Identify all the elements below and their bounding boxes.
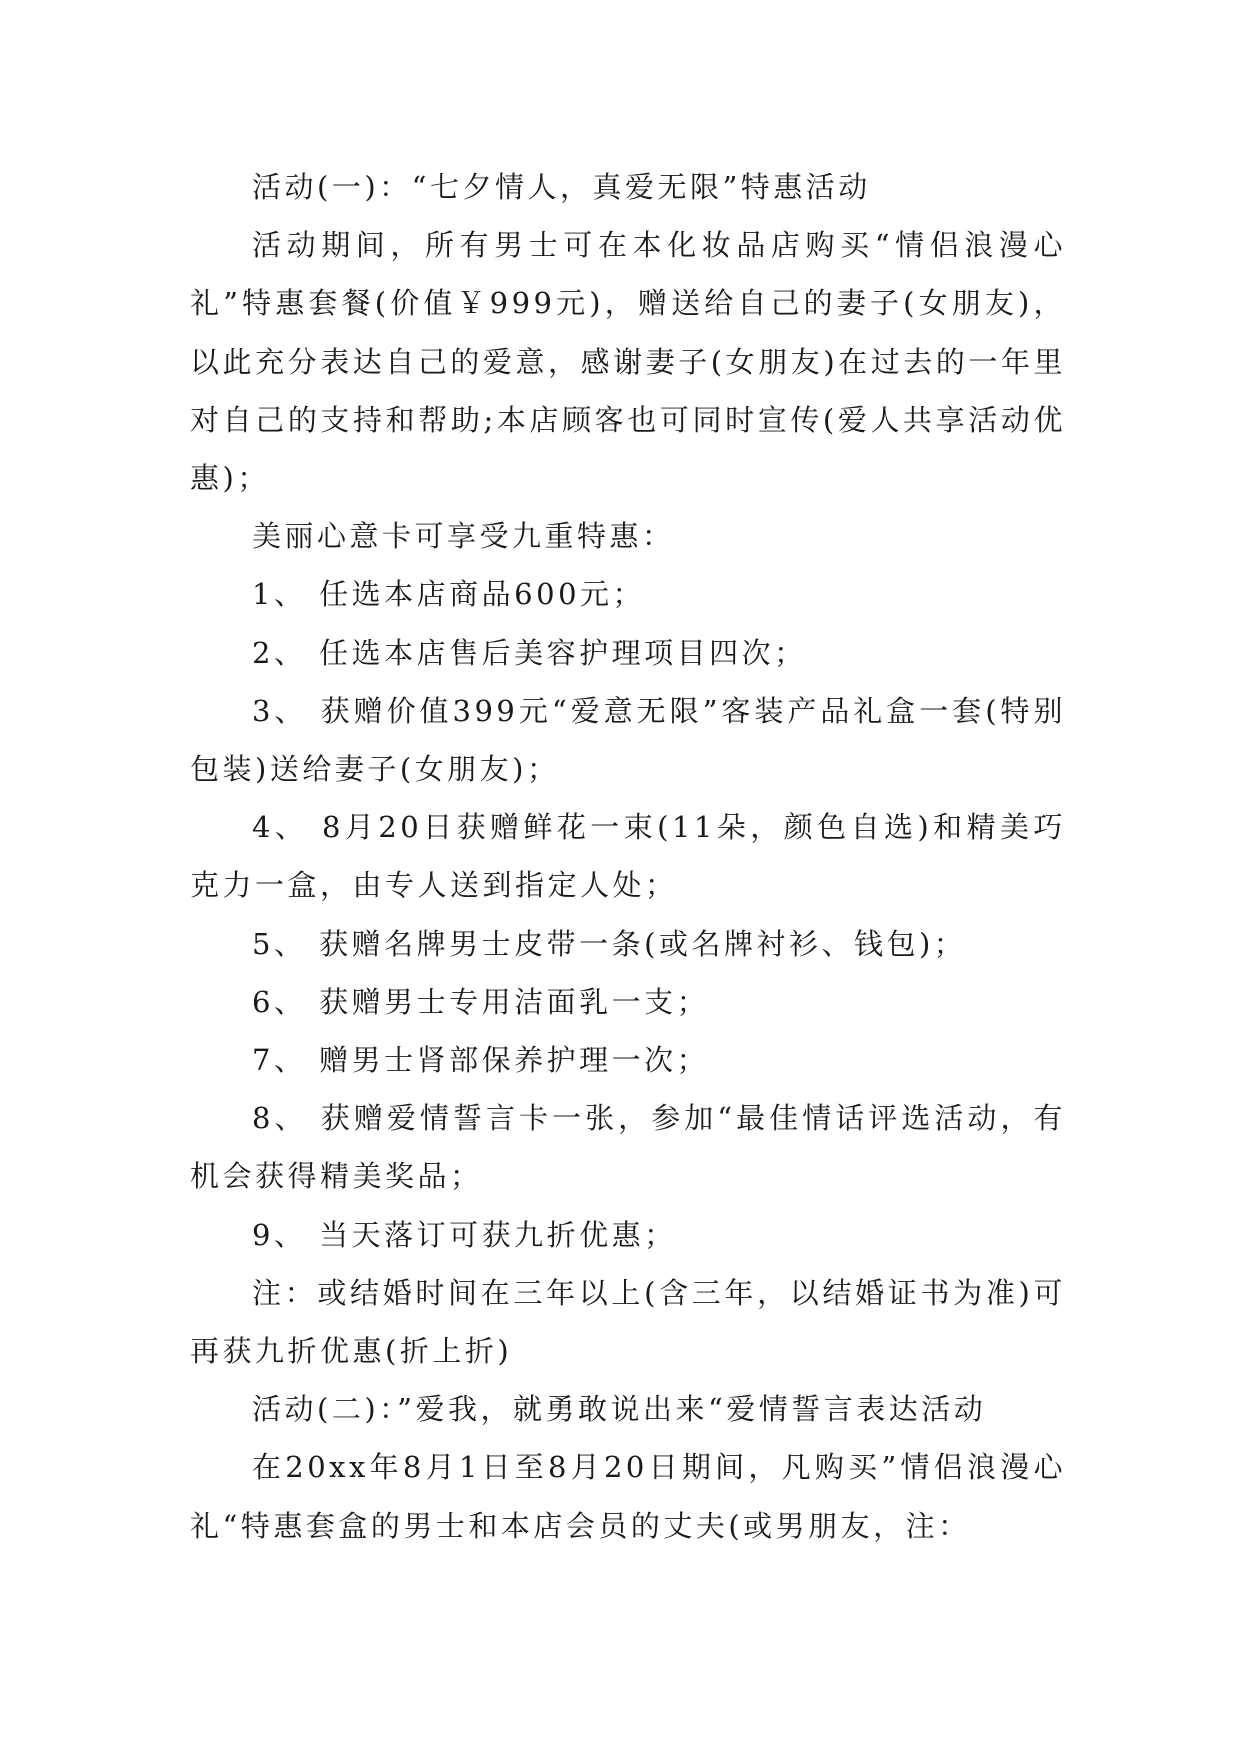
note-paragraph: 注：或结婚时间在三年以上(含三年，以结婚证书为准)可再获九折优惠(折上折): [190, 1275, 1066, 1369]
activity-one-description: 活动期间，所有男士可在本化妆品店购买“情侣浪漫心礼”特惠套餐(价值￥999元)，赠送给自己的妻子(女朋友)，以此充分表达自己的爱意，感谢妻子(女朋友)在过去的一年里对自己的支持和帮助;本店顾客也可同时宣传(爱人共享活动优惠)；: [190, 228, 1066, 496]
activity-two-description: 在20xx年8月1日至8月20日期间，凡购买”情侣浪漫心礼“特惠套盒的男士和本店会员的丈夫(或男朋友，注：: [190, 1450, 1066, 1543]
benefit-item-2: 2、 任选本店售后美容护理项目四次；: [252, 635, 807, 670]
benefit-item-5: 5、 获赠名牌男士皮带一条(或名牌衬衫、钱包)；: [252, 926, 967, 961]
benefit-item-7: 7、 赠男士肾部保养护理一次；: [252, 1043, 710, 1078]
benefit-item-4: 4、 8月20日获赠鲜花一束(11朵，颜色自选)和精美巧克力一盒，由专人送到指定人处；: [190, 810, 1066, 903]
benefit-item-1: 1、 任选本店商品600元；: [252, 577, 646, 612]
activity-one-heading: 活动(一)：“七夕情人，真爱无限”特惠活动: [252, 170, 871, 204]
benefit-item-8: 8、 获赠爱情誓言卡一张，参加“最佳情话评选活动，有机会获得精美奖品；: [190, 1101, 1066, 1194]
card-benefits-intro: 美丽心意卡可享受九重特惠：: [252, 519, 675, 554]
benefit-item-6: 6、 获赠男士专用洁面乳一支；: [252, 984, 710, 1019]
document-body: [190, 158, 1066, 1555]
activity-two-heading: 活动(二)：”爱我，就勇敢说出来“爱情誓言表达活动: [252, 1392, 987, 1427]
benefit-item-3: 3、 获赠价值399元“爱意无限”客装产品礼盒一套(特别包装)送给妻子(女朋友)；: [190, 693, 1066, 787]
benefit-item-9: 9、 当天落订可获九折优惠；: [252, 1217, 677, 1252]
